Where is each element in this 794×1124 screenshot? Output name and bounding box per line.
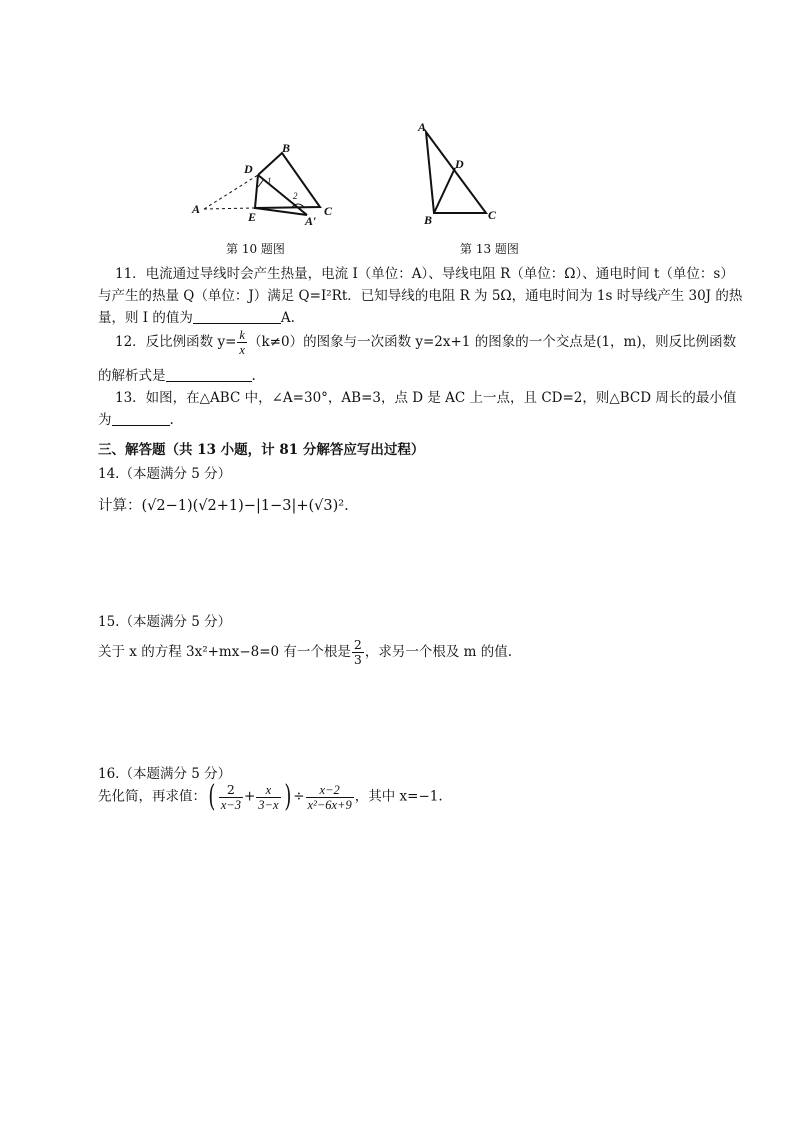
q12-frac-den: x <box>239 343 245 357</box>
q12-pre: 12．反比例函数 y= <box>115 334 237 350</box>
label-D: D <box>244 162 253 176</box>
q12-line2-end: . <box>251 368 256 384</box>
label-angle-1: 1 <box>267 176 272 186</box>
label-E: E <box>248 210 257 224</box>
label-A: A <box>418 120 427 134</box>
q16-header: 16.（本题满分 5 分） <box>98 766 232 782</box>
q16-fraction-3 <box>306 783 354 812</box>
q16-fraction-2 <box>256 783 280 812</box>
q16-plus: + <box>243 788 256 805</box>
q16-post: ，其中 x=−1. <box>354 788 443 805</box>
figure-10 <box>180 135 350 235</box>
q14-header: 14.（本题满分 5 分） <box>98 466 232 482</box>
q11-answer-blank[interactable] <box>193 309 281 324</box>
q15-fraction <box>352 638 364 667</box>
q15-header: 15.（本题满分 5 分） <box>98 614 232 630</box>
q15-frac-num: 2 <box>353 637 362 652</box>
figure-10-caption: 第 10 题图 <box>226 242 285 256</box>
q11-line1: 11．电流通过导线时会产生热量，电流 I（单位：A）、导线电阻 R（单位：Ω）、通电时间 t（单位：s） <box>115 266 734 282</box>
q15-text <box>98 638 512 667</box>
q11-line3-text: 量，则 I 的值为 <box>98 310 193 326</box>
figure-13-diagram <box>410 118 510 228</box>
q11-line2: 与产生的热量 Q（单位：J）满足 Q=I²Rt．已知导线的电阻 R 为 5Ω，通电时间为 1s 时导线产生 30J 的热 <box>98 288 743 304</box>
label-A-prime: A′ <box>305 214 317 228</box>
q16-f1-num: 2 <box>219 783 243 798</box>
q15-post: ，求另一个根及 m 的值. <box>364 644 513 660</box>
q13-line2-text: 为 <box>98 412 112 428</box>
q16-f2-den: 3−x <box>258 797 279 812</box>
q13-line2-end: . <box>169 412 174 428</box>
q12-line2 <box>98 364 256 384</box>
label-C: C <box>488 208 497 222</box>
q16-f3-num: x−2 <box>306 783 354 798</box>
q12-fraction <box>237 328 247 357</box>
q13-line2 <box>98 408 174 428</box>
q13-answer-blank[interactable] <box>112 411 170 426</box>
q14-text: 计算：(√2−1)(√2+1)−|1−3|+(√3)². <box>98 498 349 514</box>
q16-f2-num: x <box>256 783 280 798</box>
figure-13-caption: 第 13 题图 <box>460 242 519 256</box>
label-A: A <box>192 202 201 216</box>
figure-13 <box>410 118 510 228</box>
label-B: B <box>424 213 433 227</box>
q16-f1-den: x−3 <box>220 797 241 812</box>
q12-answer-blank[interactable] <box>166 367 252 382</box>
q11-line3 <box>98 306 295 326</box>
label-D: D <box>455 157 464 171</box>
figure-10-diagram <box>180 135 350 235</box>
q12-post: （k≠0）的图象与一次函数 y=2x+1 的图象的一个交点是(1，m)，则反比例函数 <box>247 334 737 350</box>
q13-line1: 13．如图，在△ABC 中，∠A=30°，AB=3，点 D 是 AC 上一点，且 CD=2，则△BCD 周长的最小值 <box>115 390 737 406</box>
q16-fraction-1 <box>219 783 243 812</box>
q16-f3-den: x²−6x+9 <box>307 797 352 812</box>
q15-pre: 关于 x 的方程 3x²+mx−8=0 有一个根是 <box>98 644 351 660</box>
q12-frac-num: k <box>239 328 245 342</box>
q16-pre: 先化简，再求值： <box>98 788 206 805</box>
label-C: C <box>324 204 333 218</box>
label-angle-2: 2 <box>293 191 298 201</box>
q16-right-paren: ) <box>283 779 291 814</box>
q15-frac-den: 3 <box>353 652 362 667</box>
q11-line3-unit: A. <box>280 310 295 326</box>
q12-line2-text: 的解析式是 <box>98 368 166 384</box>
label-B: B <box>282 141 291 155</box>
q12-line1 <box>115 328 736 357</box>
q16-left-paren: ( <box>208 779 216 814</box>
q16-text <box>98 779 443 814</box>
q16-div: ÷ <box>293 788 305 805</box>
section-3-title: 三、解答题（共 13 小题，计 81 分解答应写出过程） <box>98 442 425 458</box>
